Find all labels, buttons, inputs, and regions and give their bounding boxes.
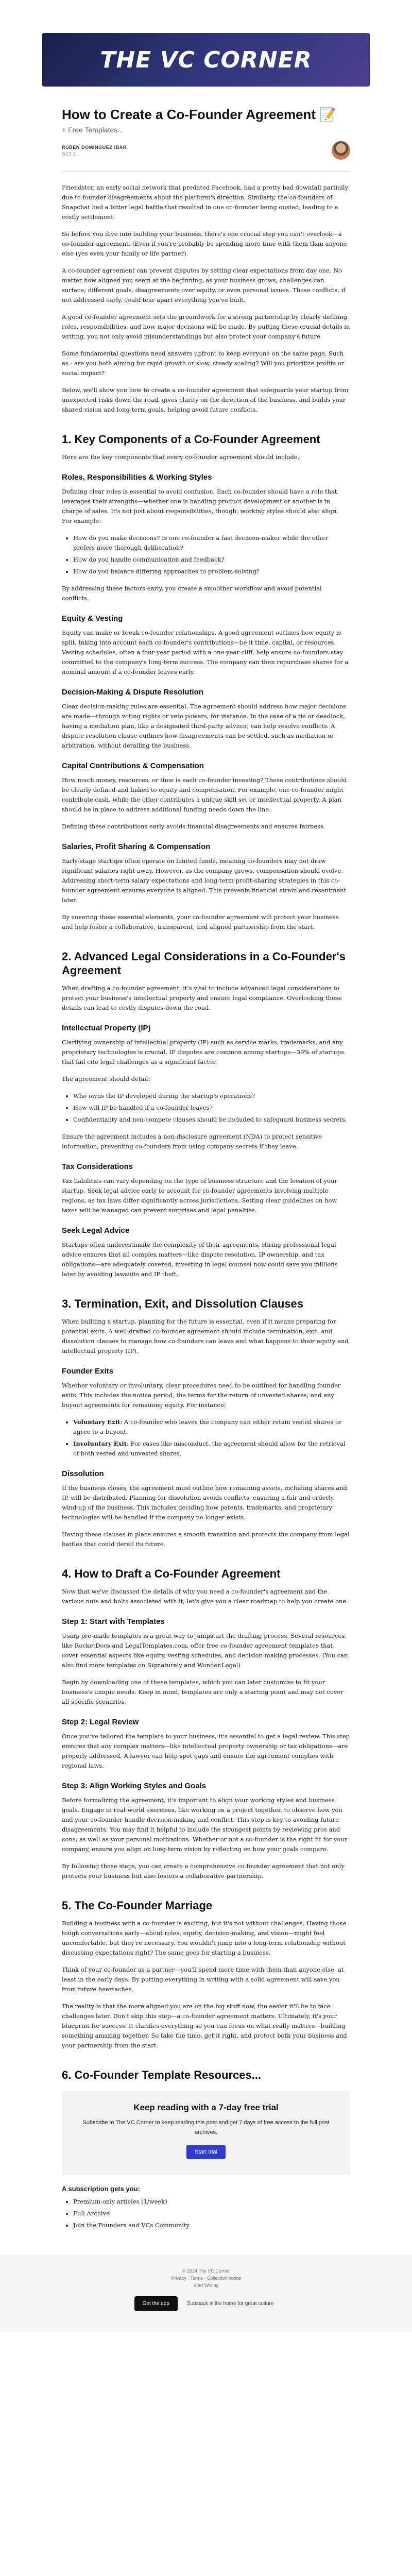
paragraph: If the business closes, the agreement must outline how remaining assets, including shares and IP, will be distributed. Planning for dissolution avoids conflicts, ensuring a fair and orderly wind-up of the business. This includes deciding how patents, trademarks, and proprietary technologies will be handled if the company no longer exists. [62, 1484, 347, 1521]
start-writing-link[interactable]: Start Writing [193, 2283, 219, 2288]
paragraph: Building a business with a co-founder is exciting, but it's not without challenges. Having those tough conversations early—about roles, equity, decision-making, and vision—might feel uncomfortable, but they're necessary. You wouldn't jump into a long-term relationship without discussing expectations right? The same goes for starting a business. [62, 1920, 347, 1956]
section-heading: 4. How to Draft a Co-Founder Agreement [62, 1567, 281, 1580]
intro-paragraph: Below, we'll show you how to create a co-founder agreement that safeguards your startup from unexpected risks down the road, gives clarity on the direction of the business, and builds your shared vision and long-term goals, helping avoid future conflicts. [62, 386, 349, 413]
byline [62, 141, 350, 160]
paragraph: Clear decision-making rules are essential. The agreement should address how major decisions are made—through voting rights or veto powers, for instance. In the case of a tie or deadlock, having a mediation plan, like a designated third-party advisor, can help resolve conflicts. A dispute resolution clause outlines how disagreements can be settled, such as mediation or arbitration, without derailing the business. [62, 703, 347, 749]
paragraph: Equity can make or break co-founder relationships. A good agreement outlines how equity is split, taking into account each co-founder's contributions—be it time, capital, or resources. Vesting schedules, often a four-year period with a one-year cliff, help ensure co-founders stay committed to the company's long-term success. The company can then repurchase shares for a nominal amount if a co-founder leaves early. [62, 629, 349, 675]
subsection-heading: Seek Legal Advice [62, 1226, 130, 1235]
section-lead: When drafting a co-founder agreement, it's vital to include advanced legal considerations to protect your business's intellectual property and ensure legal compliance. Overlooking these details can lead to costly disputes down the road. [62, 985, 342, 1011]
paragraph: Once you've tailored the template to your business, it's essential to get a legal review. This step ensures that any complex matters—like intellectual property ownership or tax obligations—are properly addressed. A lawyer can help spot gaps and ensure the agreement complies with regional laws. [62, 1733, 350, 1769]
paragraph: Defining these contributions early avoids financial disagreements and ensures fairness. [62, 823, 325, 830]
bullet-list [62, 533, 350, 577]
bullet-list [62, 1417, 350, 1459]
list-item: • Involuntary Exit: For cases like misconduct, the agreement should allow for the retrieval of both vested and unvested shares. [73, 1439, 350, 1459]
paragraph: Tax liabilities can vary depending on the type of business structure and the location of your startup. Seek legal advice early to account for co-founder agreements involving multiple regions, as tax laws differ significantly across jurisdictions. Setting clear guidelines on how taxes will be managed can prevent surprises and legal penalties. [62, 1177, 337, 1214]
paragraph: Whether voluntary or involuntary, clear procedures need to be outlined for handling founder exits. This includes the notice period, the terms for the return of unvested shares, and any buyout agreements for remaining equity. For instance: [62, 1382, 341, 1409]
paragraph: Think of your co-founder as a partner—you'll spend more time with them than anyone else, at least in the early days. By putting everything in writing with a solid agreement will save you from future heartaches. [62, 1966, 344, 1993]
list-item: • How do you handle communication and feedback? [73, 555, 350, 565]
subsection-heading: Step 1: Start with Templates [62, 1617, 165, 1626]
intro-paragraph: A good co-founder agreement sets the groundwork for a strong partnership by clearly defining roles, responsibilities, and how major decisions will be made. By putting these crucial details in writing, you not only avoid misunderstandings but also protect your company's future. [62, 313, 350, 340]
paragraph: Ensure the agreement includes a non-disclosure agreement (NDA) to protect sensitive information, preventing co-founders from using company secrets if they leave. [62, 1133, 322, 1150]
section-heading: 6. Co-Founder Template Resources... [62, 2069, 262, 2081]
section-heading: 2. Advanced Legal Considerations in a Co-Founder's Agreement [62, 950, 346, 977]
intro-paragraph: A co-founder agreement can prevent disputes by setting clear expectations from day one. No matter how aligned you seem at the beginning, as your business grows, challenges can surface; different goals, disagreements over equity, or even personal issues. These conflicts, if not addressed early, could tear apart everything you've built. [62, 267, 346, 303]
subsection-heading: Intellectual Property (IP) [62, 1024, 151, 1032]
masthead-banner[interactable] [42, 33, 370, 87]
paywall-box [62, 2091, 350, 2175]
start-trial-button[interactable]: Start trial [186, 2145, 226, 2159]
section-heading: 3. Termination, Exit, and Dissolution Clauses [62, 1297, 304, 1310]
section-heading: 1. Key Components of a Co-Founder Agreement [62, 433, 320, 446]
section-heading: 5. The Co-Founder Marriage [62, 1899, 213, 1912]
list-item: • Confidentiality and non-compete clauses should be included to safeguard business secrets. [73, 1115, 350, 1125]
benefits-list [62, 2197, 350, 2230]
paragraph: Startups often underestimate the complexity of their agreements. Hiring professional legal advice ensures that all complex matters—like dispute resolution, IP ownership, and tax obligations—are adequately covered, investing in legal counsel now could save you millions later by avoiding lawsuits and IP theft. [62, 1241, 338, 1278]
paragraph: The reality is that the more aligned you are on the big stuff now, the easier it'll be to face challenges later. Don't skip this step—a co-founder agreement matters. Ultimately, it's your blueprint for success. It clarifies everything so you can focus on what really matters—building something amazing together. So take the time, get it right, and protect both your business and your partnership from the start. [62, 2003, 347, 2049]
paywall-title: Keep reading with a 7-day free trial [133, 2103, 279, 2112]
paragraph: By addressing these factors early, you create a smoother workflow and avoid potential conflicts. [62, 585, 322, 602]
subscription-benefits-title: A subscription gets you: [62, 2185, 140, 2193]
footer [0, 2255, 412, 2331]
benefit-item: • Join the Founders and VCs Community [73, 2221, 350, 2230]
paragraph: Having these clauses in place ensures a smooth transition and protects the company from legal battles that could derail its future. [62, 1531, 350, 1548]
subsection-heading: Step 2: Legal Review [62, 1718, 139, 1726]
paragraph: By following these steps, you can create a comprehensive co-founder agreement that not only protects your business but also fosters a collaborative partnership. [62, 1862, 345, 1879]
paragraph: How much money, resources, or time is each co-founder investing? These contributions should be clearly defined and linked to equity and compensation. For example, one co-founder might contribute cash, while the other contributes a unique skill set or intellectual property. A plan should be in place to address additional funding needs down the line. [62, 776, 347, 813]
subsection-heading: Equity & Vesting [62, 614, 123, 623]
section-lead: When building a startup, planning for the future is essential, even if it means preparing for potential exits. A well-drafted co-founder agreement should include termination, exit, and dissolution clauses to manage how co-founders can leave and what happens to their equity and intellectual property (IP). [62, 1318, 349, 1354]
intro-paragraph: So before you dive into building your business, there's one crucial step you can't overlook—a co-founder agreement. (Even if you're probably be spending more time with them than anyone else (yes even your family or life partner). [62, 230, 347, 257]
publish-date: OCT 1 [62, 151, 76, 157]
paragraph: Using pre-made templates is a great way to jumpstart the drafting process. Several resources, like RocketDocs and LegalTemplates.com, offer free co-founder agreement templates that cover essential aspects like equity, vesting schedules, and decision-making processes. (You can also find more templates on Signaturely and Wonder.Legal) [62, 1632, 348, 1669]
bullet-list [62, 1091, 350, 1125]
list-item: • Voluntary Exit: A co-founder who leaves the company can either retain vested shares or agree to a buyout. [73, 1417, 350, 1437]
benefit-item: • Full Archive [73, 2209, 350, 2218]
paragraph: Clarifying ownership of intellectual property (IP) such as service marks, trademarks, and any proprietary technologies is crucial. IP disputes are common among startups—39% of startups that fail cite legal challenges as a significant factor. [62, 1039, 345, 1065]
divider [62, 171, 350, 172]
article-title: How to Create a Co-Founder Agreement 📝 [62, 107, 336, 122]
paragraph: Early-stage startups often operate on limited funds, meaning co-founders may not draw significant salaries right away. However, as the company grows, compensation should evolve. Addressing short-term salary expectations and long-term profit-sharing strategies in this co-founder agreement ensures everyone is aligned. This prevents financial strain and resentment later. [62, 857, 347, 904]
list-item: • How do you make decisions? Is one co-founder a fast decision-maker while the other prefers more thorough deliberation? [73, 533, 350, 553]
subsection-heading: Roles, Responsibilities & Working Styles [62, 473, 212, 482]
paragraph: Before formalizing the agreement, it's important to align your working styles and business goals. Engage in real-world exercises, like working on a project together, to observe how you and your co-founder handle decision-making and conflict. This step is key to avoiding future disagreements. You may find it helpful to include the strongest points by reviewing pros and cons, as well as your personal motivations. Whether or not a co-founder is the right fit for your company, ensure you align on long-term vision by reflecting on how your goals compare. [62, 1797, 348, 1853]
subsection-heading: Dissolution [62, 1469, 104, 1478]
benefit-item: • Premium-only articles (1/week) [73, 2197, 350, 2207]
subsection-heading: Capital Contributions & Compensation [62, 761, 204, 770]
subsection-heading: Salaries, Profit Sharing & Compensation [62, 842, 211, 851]
subsection-heading: Founder Exits [62, 1367, 114, 1376]
substack-tagline[interactable]: Substack is the home for great culture [186, 2301, 274, 2307]
article-content [0, 106, 412, 2230]
list-item: • How will IP be handled if a co-founder leaves? [73, 1103, 350, 1113]
paragraph: The agreement should detail: [62, 1075, 150, 1082]
author-avatar[interactable] [332, 141, 350, 160]
publication-logo: THE VC CORNER [100, 46, 312, 73]
paragraph: Defining clear roles is essential to avoid confusion. Each co-founder should have a role that leverages their strengths—whether one is handling product development or another is in charge of sales. It's not just about responsibilities, though; working styles should also align. For example: [62, 488, 339, 524]
get-app-button[interactable]: Get the app [134, 2296, 178, 2311]
intro-paragraph: Friendster, an early social network that predated Facebook, had a pretty bad downfall partially due to founder disagreements about the platform's direction. Similarly, the co-founders of Snapchat had a bitter legal battle that resulted in one co-founder being ousted, leading to a costly settlement. [62, 184, 349, 221]
paywall-body: Subscribe to The VC Corner to keep reading this post and get 7 days of free access to the full post archives. [82, 2120, 330, 2136]
subsection-heading: Tax Considerations [62, 1162, 133, 1171]
copyright: © 2024 The VC Corner [182, 2268, 230, 2274]
subsection-heading: Decision-Making & Dispute Resolution [62, 688, 204, 697]
list-item: • Who owns the IP developed during the startup's operations? [73, 1091, 350, 1101]
footer-links[interactable]: Privacy · Terms · Collection notice [171, 2276, 241, 2281]
section-lead: Here are the key components that every co-founder agreement should include. [62, 453, 300, 461]
paragraph: Begin by downloading one of these templates, which you can later customize to fit your business's unique needs. Keep in mind, templates are only a starting point and may not cover all specific scenarios. [62, 1679, 344, 1705]
article-subtitle: + Free Templates... [62, 126, 124, 134]
intro-paragraph: Some fundamental questions need answers upfront to keep everyone on the same page. Such as - are you both aiming for rapid growth or slow, steady scaling? Will you prioritize profits or social impact? [62, 350, 345, 377]
author-name[interactable]: RUBEN DOMINGUEZ IBAR [62, 144, 127, 150]
list-item: • How do you balance differing approaches to problem-solving? [73, 567, 350, 577]
section-lead: Now that we've discussed the details of why you need a co-founder's agreement and the various nuts and bolts associated with it, let's give you a clear roadmap to help you create one. [62, 1588, 348, 1605]
subsection-heading: Step 3: Align Working Styles and Goals [62, 1782, 207, 1790]
paragraph: By covering these essential elements, your co-founder agreement will protect your business and help foster a collaborative, transparent, and aligned partnership from the start. [62, 913, 339, 930]
